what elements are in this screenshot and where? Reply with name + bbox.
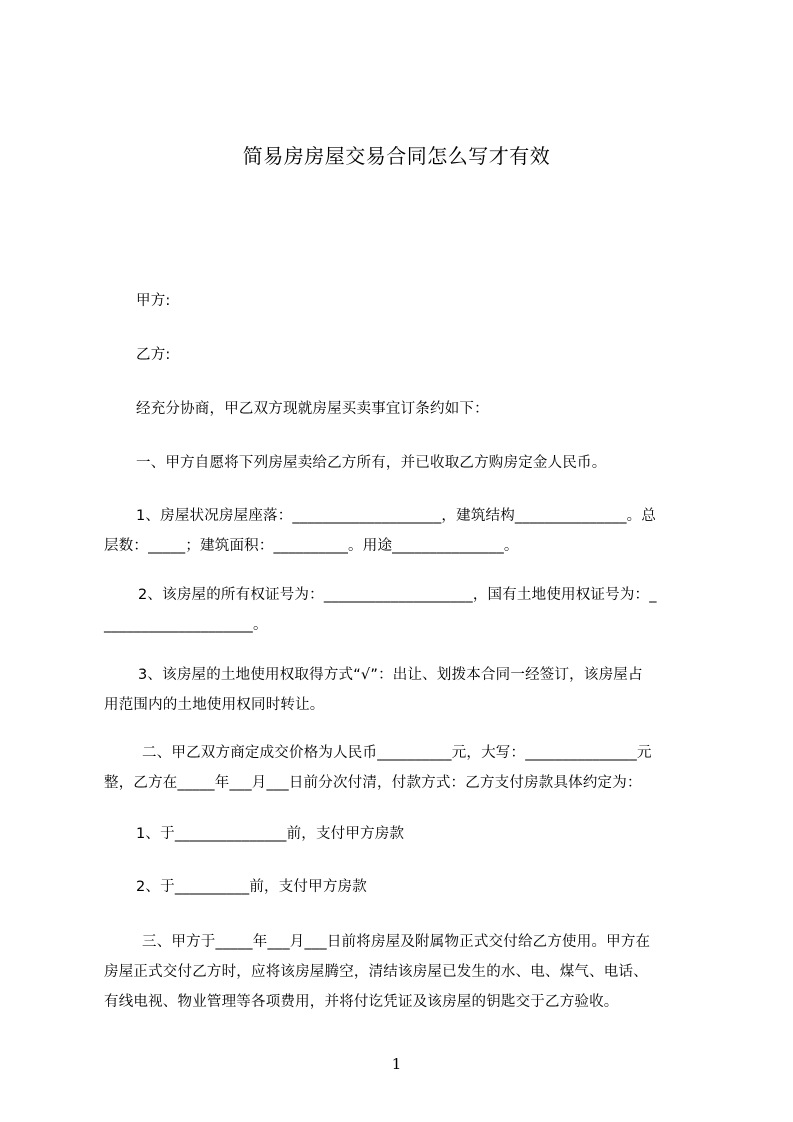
clause-3 xyxy=(104,927,650,1017)
intro-paragraph: 经充分协商，甲乙双方现就房屋买卖事宜订条约如下： xyxy=(136,401,489,417)
clause-1-1-line-2: 层数：_____；建筑面积：__________。用途_______________。 xyxy=(104,538,519,554)
clause-1-2 xyxy=(104,580,657,640)
clause-1-1 xyxy=(104,501,656,561)
clause-2 xyxy=(104,738,652,798)
page-number: 1 xyxy=(391,1055,402,1073)
clause-2-line-2: 整，乙方在_____年___月___日前分次付清，付款方式：乙方支付房款具体约定为： xyxy=(104,775,642,791)
clause-1-1-line-1: 1、房屋状况房屋座落：____________________，建筑结构_______________。总 xyxy=(136,508,657,524)
clause-2-line-1: 二、甲乙双方商定成交价格为人民币__________元，大写：_______________元 xyxy=(142,745,652,761)
clause-1-3-line-2: 用范围内的土地使用权同时转让。 xyxy=(104,697,325,713)
clause-1-2-line-2: ____________________。 xyxy=(104,617,268,633)
document-title: 简易房房屋交易合同怎么写才有效 xyxy=(242,144,551,168)
clause-3-line-3: 有线电视、物业管理等各项费用，并将付讫凭证及该房屋的钥匙交于乙方验收。 xyxy=(104,994,619,1010)
payment-item-2: 2、于__________前，支付甲方房款 xyxy=(136,879,367,895)
payment-item-1: 1、于_______________前，支付甲方房款 xyxy=(136,826,405,842)
clause-3-line-2: 房屋正式交付乙方时，应将该房屋腾空，清结该房屋已发生的水、电、煤气、电话、 xyxy=(104,964,648,980)
clause-3-line-1: 三、甲方于_____年___月___日前将房屋及附属物正式交付给乙方使用。甲方在 xyxy=(142,934,651,950)
party-a-label: 甲方: xyxy=(136,293,171,309)
party-b-label: 乙方: xyxy=(136,347,171,363)
clause-1: 一、甲方自愿将下列房屋卖给乙方所有，并已收取乙方购房定金人民币。 xyxy=(136,455,607,471)
clause-1-3 xyxy=(104,660,643,720)
clause-1-2-line-1: 2、该房屋的所有权证号为：____________________，国有土地使用权证号为：_ xyxy=(138,587,657,603)
clause-1-3-line-1: 3、该房屋的土地使用权取得方式“√”：出让、划拨本合同一经签订，该房屋占 xyxy=(138,667,643,683)
